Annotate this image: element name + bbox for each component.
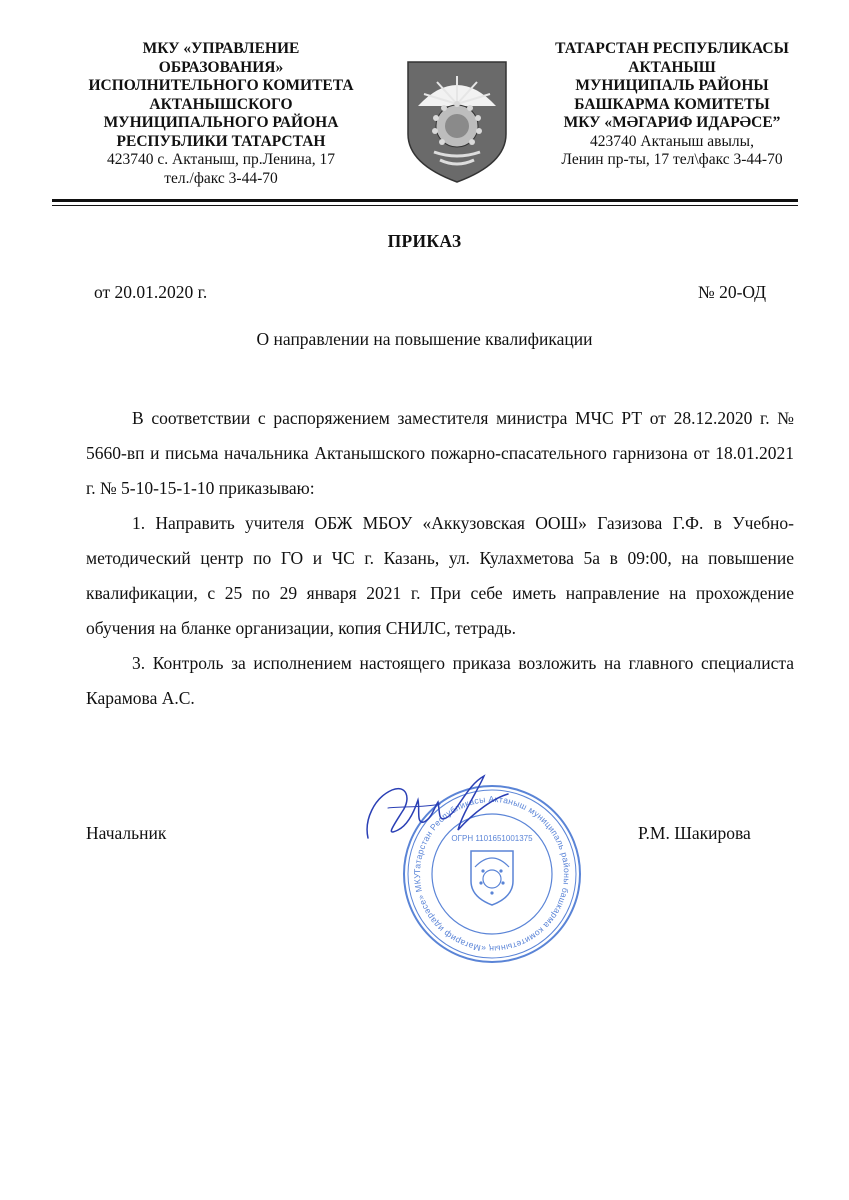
header-left-address: 423740 с. Актаныш, пр.Ленина, 17 xyxy=(107,151,335,168)
header-left-line: МКУ «УПРАВЛЕНИЕ xyxy=(142,40,300,57)
header-left-org xyxy=(60,40,382,188)
document-title: ПРИКАЗ xyxy=(387,231,462,251)
body-paragraph: 1. Направить учителя ОБЖ МБОУ «Аккузовская ООШ» Газизова Г.Ф. в Учебно-методический центр по ГО и ЧС г. Казань, ул. Кулахметова 5а в 09:00, на повышение квалификации, с 25 по 29 января 2021 г. При себе иметь направление на прохождение обучения на бланке организации, копия СНИЛС, тетрадь. xyxy=(86,513,794,638)
document-number: № 20-ОД xyxy=(698,282,767,302)
signatory-title: Начальник xyxy=(86,823,167,843)
handwritten-signature xyxy=(362,768,512,850)
document-subject: О направлении на повышение квалификации xyxy=(256,329,593,349)
header-left-line: ИСПОЛНИТЕЛЬНОГО КОМИТЕТА xyxy=(88,77,354,94)
body-paragraph: 3. Контроль за исполнением настоящего приказа возложить на главного специалиста Карамова А.С. xyxy=(86,653,794,708)
header-left-line: МУНИЦИПАЛЬНОГО РАЙОНА xyxy=(103,114,339,131)
document-body xyxy=(86,401,794,716)
header-right-org xyxy=(512,40,832,170)
document-date: от 20.01.2020 г. xyxy=(94,282,208,302)
header-left-line: ОБРАЗОВАНИЯ» xyxy=(158,58,284,76)
stamp-ring-text: Татарстан Республикасы Актаныш муниципаль районы башкарма комитетының «Мәгариф идарәсе» МКУ xyxy=(411,793,573,955)
header-right-line: МУНИЦИПАЛЬ РАЙОНЫ xyxy=(575,77,769,94)
header-divider-thin xyxy=(52,205,798,206)
header-right-line: ТАТАРСТАН РЕСПУБЛИКАСЫ xyxy=(555,40,789,57)
header-divider-thick xyxy=(52,199,798,202)
header-right-address: 423740 Актаныш авылы, xyxy=(590,132,754,150)
signatory-name: Р.М. Шакирова xyxy=(638,823,751,843)
header-left-line: АКТАНЫШСКОГО xyxy=(149,95,293,113)
coat-of-arms-icon xyxy=(404,60,510,184)
header-right-line: БАШКАРМА КОМИТЕТЫ xyxy=(574,95,770,113)
header-left-phone: тел./факс 3-44-70 xyxy=(164,169,278,187)
header-right-line: АКТАНЫШ xyxy=(628,58,716,76)
header-left-line: РЕСПУБЛИКИ ТАТАРСТАН xyxy=(116,132,326,150)
body-paragraph: В соответствии с распоряжением заместителя министра МЧС РТ от 28.12.2020 г. № 5660-вп и письма начальника Актанышского пожарно-спасательного гарнизона от 18.01.2021 г. № 5-10-15-1-10 приказываю: xyxy=(86,408,794,498)
header-right-phone: Ленин пр-ты, 17 тел\факс 3-44-70 xyxy=(561,151,783,168)
stamp-inner-text: ОГРН 1101651001375 xyxy=(451,834,533,843)
header-right-line: МКУ «МӘГАРИФ ИДАРӘСЕ” xyxy=(563,114,781,131)
